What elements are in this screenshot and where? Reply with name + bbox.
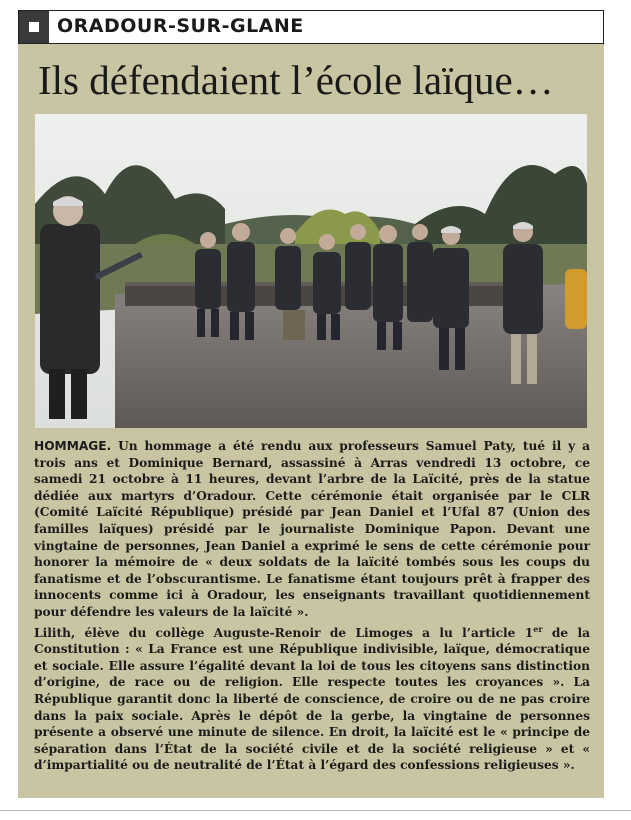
rubric-square-icon [19, 11, 49, 43]
article-paragraph-2-text-b: de la Constitution : « La France est une République indivisible, laïque, démocratique et sociale. Elle assure l’égalité devant la loi de tous les citoyens sans distinction d’origine, de race ou de religion. Elle respecte toutes les croyances ». La République garantit donc la liberté de conscience, de croire ou de ne pas croire dans la paix sociale. Après le dépôt de la gerbe, la vingtaine de personnes présente a observé une minute de silence. En droit, la laïcité est le « principe de séparation dans l’État de la société civile et de la société religieuse » et « d’impartialité ou de neutralité de l’État à l’égard des confessions religieuses ». [34, 625, 590, 773]
headline: Ils défendaient l’école laïque… [38, 57, 554, 103]
newspaper-clipping [18, 10, 604, 798]
article-paragraph-1-text: Un hommage a été rendu aux professeurs Samuel Paty, tué il y a trois ans et Dominique Bernard, assassiné à Arras vendredi 13 octobre, ce samedi 21 octobre à 11 heures, devant l’arbre de la Laïcité, près de la statue dédiée aux martyrs d’Oradour. Cette cérémonie était organisée par le CLR (Comité Laïcité République) présidé par Jean Daniel et l’Ufal 87 (Union des familles laïques) présidé par le journaliste Dominique Papon. Devant une vingtaine de personnes, Jean Daniel a exprimé le sens de cette cérémonie pour honorer la mémoire de « deux soldats de la laïcité tombés sous les coups du fanatisme et de l’obscurantisme. Le fanatisme étant toujours prêt à frapper des innocents comme ici à Oradour, les enseignants travaillant quotidiennement pour défendre les valeurs de la laïcité ». [34, 439, 590, 619]
photo-illustration [35, 114, 587, 428]
section-rubric [18, 10, 604, 44]
ceremony-photo [35, 114, 587, 428]
article-paragraph-1 [34, 438, 590, 621]
article-body [34, 438, 590, 774]
article-paragraph-2 [34, 621, 590, 774]
article-lead: HOMMAGE. [34, 439, 112, 453]
article-paragraph-2-text-a: Lilith, élève du collège Auguste-Renoir de Limoges a lu l’article 1 [34, 625, 534, 640]
article-superscript: er [533, 623, 543, 634]
rubric-title: ORADOUR-SUR-GLANE [57, 15, 304, 37]
page-divider [0, 810, 631, 811]
